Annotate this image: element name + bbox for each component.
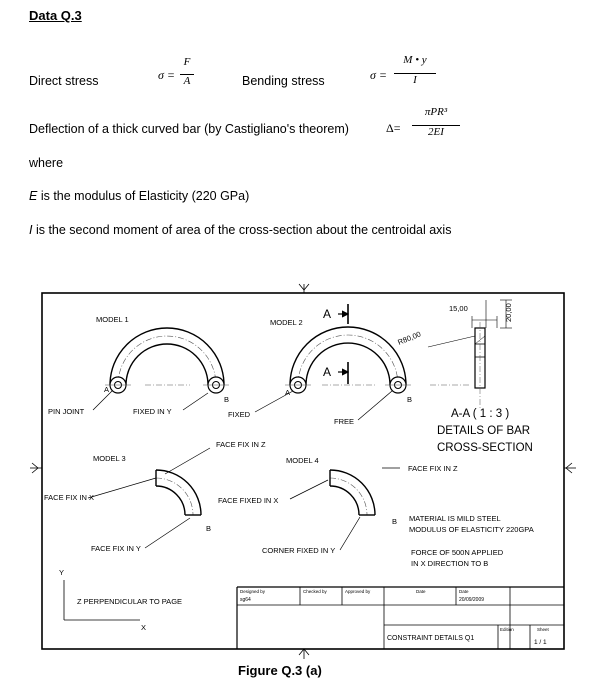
face-fixed-in-x-label: FACE FIXED IN X	[218, 496, 279, 505]
tb-sheet-value: 1 / 1	[534, 639, 547, 646]
tb-checked-by: Checked by	[303, 589, 327, 594]
face-fix-in-y-label: FACE FIX IN Y	[91, 544, 141, 553]
model-1-label: MODEL 1	[96, 315, 129, 324]
section-a-bottom: A	[323, 365, 332, 379]
face-fix-in-x-label: FACE FIX IN X	[44, 493, 95, 502]
force-line-1: FORCE OF 500N APPLIED	[411, 548, 504, 557]
deflection-lhs: Δ=	[386, 121, 401, 135]
axis-y-label: Y	[59, 568, 65, 577]
direct-stress-numerator: F	[183, 56, 191, 68]
i-symbol: I	[29, 223, 33, 237]
model-3-drawing	[88, 448, 210, 548]
tb-title: CONSTRAINT DETAILS Q1	[387, 635, 475, 642]
tb-date-1: Date	[416, 589, 426, 594]
model-2-label: MODEL 2	[270, 318, 303, 327]
tb-sheet: Sheet	[537, 627, 549, 632]
model-1-point-a: A	[104, 385, 110, 394]
i-definition: is the second moment of area of the cross-section about the centroidal axis	[32, 223, 452, 237]
e-symbol: E	[29, 189, 38, 203]
section-a-top: A	[323, 307, 332, 321]
dim-r80: R80,00	[396, 329, 423, 347]
deflection-label: Deflection of a thick curved bar (by Castigliano's theorem)	[29, 122, 349, 136]
tb-date-value: 20/09/2009	[459, 597, 485, 603]
model-4-point-b: B	[392, 517, 398, 526]
figure-caption: Figure Q.3 (a)	[238, 663, 322, 678]
bending-stress-lhs: σ =	[370, 68, 388, 82]
material-line-1: MATERIAL IS MILD STEEL	[409, 514, 501, 523]
face-fix-in-z-label-2: FACE FIX IN Z	[408, 464, 458, 473]
section-detail-drawing	[428, 300, 512, 410]
deflection-denominator: 2EI	[428, 126, 444, 138]
deflection-numerator: πPR³	[424, 106, 448, 118]
tb-designed-by: Designed by	[240, 589, 266, 594]
face-fix-in-z-label-1: FACE FIX IN Z	[216, 440, 266, 449]
corner-fixed-in-y-label: CORNER FIXED IN Y	[262, 546, 336, 555]
model-3-label: MODEL 3	[93, 454, 126, 463]
where-text: where	[29, 156, 64, 170]
material-line-2: MODULUS OF ELASTICITY 220GPA	[409, 525, 534, 534]
model-3-point-b: B	[206, 524, 212, 533]
dim-20: 20,00	[504, 303, 513, 322]
model-2-point-b: B	[407, 395, 413, 404]
bending-stress-denominator: I	[413, 74, 417, 86]
model-4-label: MODEL 4	[286, 456, 319, 465]
direct-stress-denominator: A	[183, 75, 191, 87]
direct-stress-label: Direct stress	[29, 74, 99, 88]
section-subtitle-1: DETAILS OF BAR	[437, 425, 531, 437]
fixed-label: FIXED	[228, 410, 251, 419]
e-definition: is the modulus of Elasticity (220 GPa)	[37, 189, 250, 203]
free-label: FREE	[334, 417, 355, 426]
model-1-point-b: B	[224, 395, 230, 404]
fixed-in-y-label: FIXED IN Y	[133, 407, 172, 416]
page-title: Data Q.3	[29, 8, 82, 23]
tb-approved-by: Approved by	[345, 589, 371, 594]
dim-15: 15,00	[449, 304, 468, 313]
model-2-point-a: A	[285, 388, 291, 397]
tb-edition: Edition	[500, 627, 514, 632]
tb-date-2: Date	[459, 589, 469, 594]
direct-stress-lhs: σ =	[158, 68, 176, 82]
section-title: A-A ( 1 : 3 )	[451, 408, 510, 420]
axis-x-label: X	[141, 623, 147, 632]
drawing-border	[42, 293, 564, 649]
model-4-drawing	[290, 468, 400, 550]
bending-stress-label: Bending stress	[242, 74, 325, 88]
force-line-2: IN X DIRECTION TO B	[411, 559, 489, 568]
model-1-drawing	[93, 328, 229, 410]
z-perpendicular-label: Z PERPENDICULAR TO PAGE	[77, 597, 183, 606]
pin-joint-label: PIN JOINT	[48, 407, 85, 416]
bending-stress-numerator: M • y	[403, 54, 427, 66]
tb-designed-value: sg64	[240, 597, 251, 603]
section-subtitle-2: CROSS-SECTION	[437, 442, 533, 454]
